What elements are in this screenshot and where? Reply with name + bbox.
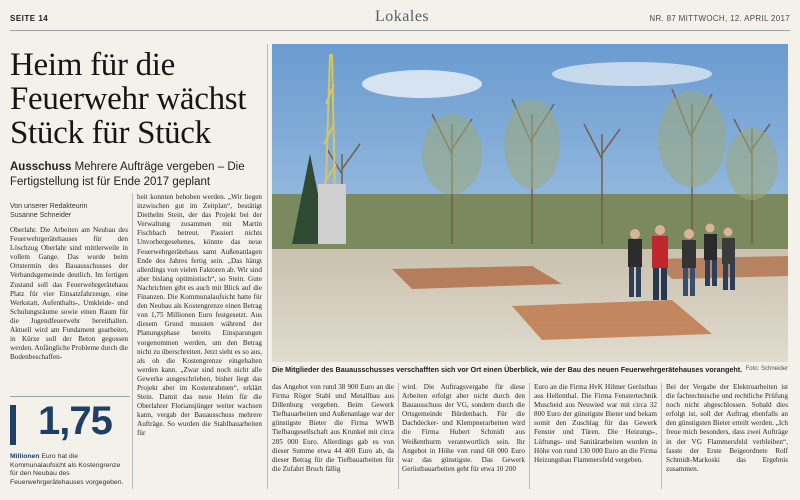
section-title: Lokales	[375, 8, 430, 25]
article-headline	[10, 48, 280, 150]
body-text: das Angebot von rund 38 900 Euro an die Firma Röger Stahl und Metallbau aus Dillenburg vergeben. Beim Gewerk Tiefbauarbeiten und Außenanlage war der günstigste Bieter die Firma WWB Tiefbaugesellschaft aus Krunkel mit circa 285 000 Euro. Allerdings gab es von dieser Summe etwa 44 400 Euro ab, da dieser Betrag für die Tiefbauarbeiten für die Zufahrt Bruch fällig	[272, 383, 394, 473]
column-rule	[132, 193, 133, 489]
body-column-2	[137, 193, 262, 488]
column-rule	[267, 44, 268, 489]
body-text: Euro an die Firma HvK Hilmer Gerüstbau aus Hellenthal. Die Firma Fenstertechnik Muscheid aus Neuwied war mit circa 32 800 Euro der günstigste Bieter und bekam somit den Zuschlag für das Gewerk Fenster und Türen. Die Heizungs-, Lüftungs- und Sanitärarbeiten wurden in Höhe von rund 130 000 Euro an die Firma Heizungsbau Flammersfeld vergeben.	[534, 383, 657, 464]
headline-line-3: Stück für Stück	[10, 115, 211, 151]
subhead-text: Mehrere Aufträge vergeben – Die Fertigstellung ist für Ende 2017 geplant	[10, 161, 245, 188]
photo-caption	[272, 365, 788, 377]
fact-unit: Millionen	[10, 453, 40, 460]
body-text: Oberlahr. Die Arbeiten am Neubau des Feuerwehrgerätehauses für den Löschzug Oberlahr sind mittlerweile in vollem Gange. Das wurde beim Ortstermin des Bauausschusses der Verbandsgemeinde deutlich. Im fertigen Zustand soll das Feuerwehrgerätehaus Platz für vier Einsatzfahrzeuge, eine Werkstatt, Aufenthalts-, Umkleide- und Schulungsräume sowie einen Raum für die Jugendfeuerwehr bereithalten. Aktuell wird am Fundament gearbeitet, in Kürze soll der Beton gegossen werden. Anfängliche Probleme durch die Bodenbeschaffen-	[10, 226, 128, 362]
caption-text: Die Mitglieder des Bauausschusses verschafften sich vor Ort einen Überblick, wie der Bau des neuen Feuerwehrgerätehauses vorangeht.	[272, 365, 743, 374]
byline	[10, 202, 130, 220]
fact-number: 1,75	[38, 399, 112, 443]
page-header	[10, 4, 790, 31]
body-column-6	[666, 383, 788, 491]
byline-author: Susanne Schneider	[10, 212, 72, 219]
body-text: Bei der Vergabe der Elektroarbeiten ist die fachtechnische und rechtliche Prüfung noch nicht abgeschlossen. Sobald dies erfolgt ist, soll der Auftrag ebenfalls an den günstigsten Bieter erteilt werden. „Ich freue mich besonders, dass zwei Aufträge in der VG Flammersfeld verbleiben“, fasste der Erste Beigeordnete Rolf Schmidt-Markoski das Ergebnis zusammen.	[666, 383, 788, 473]
column-rule	[398, 383, 399, 489]
fact-box	[10, 396, 130, 489]
headline-line-1: Heim für die	[10, 47, 176, 83]
headline-line-2: Feuerwehr wächst	[10, 81, 247, 117]
article-photo	[272, 44, 788, 362]
body-column-1	[10, 226, 128, 382]
byline-role: Von unserer Redakteurin	[10, 203, 88, 210]
construction-site-image	[272, 44, 788, 362]
body-text: heit konnten behoben werden. „Wir liegen inzwischen gut im Zeitplan“, bestätigt Diethelm Stein, der das Projekt bei der Verwaltung zusammen mit Martin Fischbach betreut. Passiert nichts Unvorhergesehenes, könnte das neue Feuerwehrgerätehaus samt Außenanlagen Ende des Jahres fertig sein. „Das hängt allerdings von vielen Faktoren ab. Wir sind aber bislang optimistisch“, so Stein. Gute Nachrichten gibt es auch mit Blick auf die Finanzen. Die Kommunalaufsicht hatte für den Neubau als Kostengrenze einen Betrag von 1,75 Millionen Euro festgesetzt. Aus diesem Grund mussten während der Planungsphase bereits Einsparungen vorgenommen werden, um den Betrag nicht zu überschreiten. Jetzt sieht es so aus, als ob die Kostengrenze eingehalten werden kann. „Zwar sind noch nicht alle Gewerke ausgeschrieben, bisher liegt das Projekt aber im Kostenrahmen“, erklärt Stein. Damit das neue Heim für die Oberlahrer Floriansjünger weiter wachsen kann, vergab der Bauausschuss mehrere Aufträge. So wurden die Stahlbauarbeiten für	[137, 193, 262, 438]
article-subhead	[10, 160, 272, 190]
column-rule	[661, 383, 662, 489]
body-column-3	[272, 383, 394, 491]
body-column-4	[402, 383, 525, 491]
body-column-5	[534, 383, 657, 491]
column-rule	[529, 383, 530, 489]
issue-dateline: NR. 87 MITTWOCH, 12. APRIL 2017	[649, 14, 790, 23]
body-text: wird. Die Auftragsvergabe für diese Arbeiten erfolgt aber nicht durch den Bauausschuss der VG, sondern durch die Ortsgemeinde Bürdenbach. Für die Dachdecker- und Klempnerarbeiten wird die Firma Hubert Schmidt aus Weißenthurm verantwortlich sein. Ihr Angebot in Höhe von rund 68 000 Euro war das günstigste. Das Gewerk Gerüstbauarbeiten geht für etwa 10 200	[402, 383, 525, 473]
fact-text: Euro hat die Kommunalaufsicht als Kostengrenze für den Neubau des Feuerwehrgerätehauses vorgegeben.	[10, 453, 124, 486]
photo-credit: Foto: Schneider	[745, 366, 788, 372]
subhead-kicker: Ausschuss	[10, 161, 72, 173]
fact-accent-bar	[10, 405, 16, 445]
fact-description	[10, 453, 130, 487]
page-number: SEITE 14	[10, 14, 49, 23]
